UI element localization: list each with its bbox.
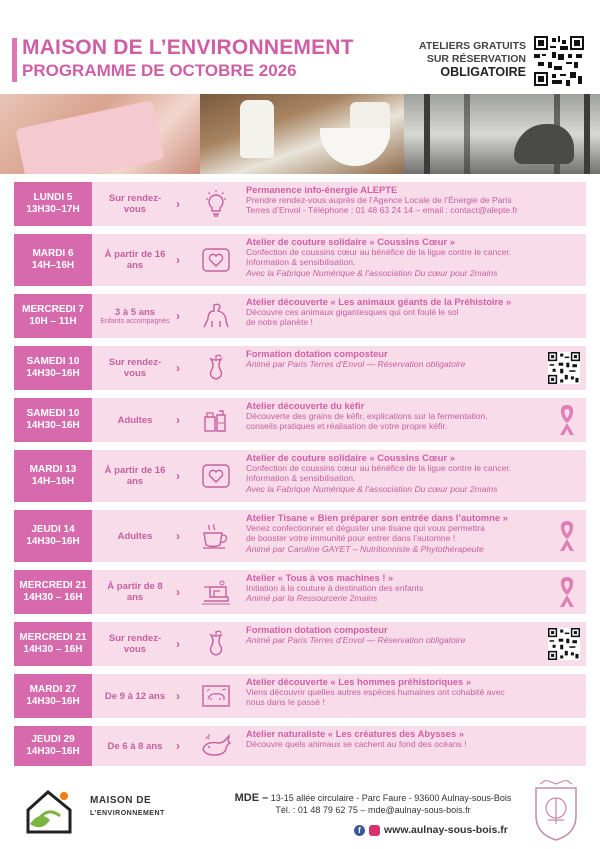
event-facilitator: Avec la Fabrique Numérique & l’association Du cœur pour 2mains — [246, 267, 498, 278]
pink-ribbon-icon — [556, 575, 578, 609]
event-time: 14H30–16H — [26, 536, 80, 547]
event-audience — [98, 510, 172, 562]
page-subtitle: PROGRAMME DE OCTOBRE 2026 — [22, 61, 297, 80]
event-description-line: Prendre rendez-vous auprès de l’Agence Locale de l’Énergie de Paris — [246, 195, 512, 206]
event-description-line: Confection de coussins cœur au bénéfice de la ligue contre le cancer. — [246, 247, 512, 258]
event-row — [14, 294, 586, 338]
event-date — [14, 182, 92, 226]
event-title: Formation dotation composteur — [246, 624, 388, 635]
event-day: SAMEDI 10 — [26, 356, 80, 367]
event-audience — [98, 182, 172, 226]
audience-label: De 9 à 12 ans — [104, 690, 166, 702]
event-time: 10H – 11H — [29, 316, 77, 327]
event-day: MARDI 6 — [32, 248, 74, 259]
event-time: 14H–16H — [31, 260, 75, 271]
page-title: MAISON DE L’ENVIRONNEMENT — [22, 36, 354, 59]
event-time: 14H30 – 16H — [23, 592, 83, 603]
booking-notice — [404, 40, 526, 79]
chevron-right-icon: › — [176, 637, 180, 651]
photo-dinosaur-forest — [404, 94, 600, 174]
event-row — [14, 622, 586, 666]
event-time: 14H30 – 16H — [23, 644, 83, 655]
event-title: Atelier naturaliste « Les créatures des Abysses » — [246, 728, 464, 739]
event-date — [14, 450, 92, 502]
chevron-right-icon: › — [176, 585, 180, 599]
apple-core-icon — [200, 628, 232, 660]
event-audience — [98, 726, 172, 766]
chevron-right-icon: › — [176, 739, 180, 753]
cave-painting-icon — [200, 680, 232, 712]
event-details — [246, 237, 568, 278]
event-time: 13H30–17H — [26, 204, 80, 215]
event-details — [246, 349, 568, 369]
chevron-right-icon: › — [176, 689, 180, 703]
qr-code-icon[interactable] — [548, 352, 580, 384]
event-time: 14H30–16H — [26, 368, 80, 379]
photo-sewing — [0, 94, 200, 174]
event-facilitator: Avec la Fabrique Numérique & l’association Du cœur pour 2mains — [246, 483, 498, 494]
event-details — [246, 401, 568, 432]
event-row — [14, 570, 586, 614]
event-time: 14H–16H — [31, 476, 75, 487]
event-date — [14, 622, 92, 666]
audience-note: Enfants accompagnés — [100, 317, 170, 325]
sewing-machine-icon — [200, 576, 232, 608]
event-details — [246, 677, 568, 708]
event-day: SAMEDI 10 — [26, 408, 80, 419]
audience-label: Sur rendez-vous — [108, 193, 162, 215]
whale-icon — [200, 730, 232, 762]
event-details — [246, 453, 568, 494]
event-row — [14, 398, 586, 442]
audience-label: À partir de 8 ans — [107, 581, 163, 603]
event-description-line: Découvre quels animaux se cachent au fond des océans ! — [246, 739, 467, 750]
booking-notice-line3: OBLIGATOIRE — [440, 65, 526, 79]
audience-label: 3 à 5 ans — [114, 306, 156, 318]
chevron-right-icon: › — [176, 413, 180, 427]
event-date — [14, 234, 92, 286]
event-title: Atelier Tisane « Bien préparer son entrée dans l’automne » — [246, 512, 508, 523]
event-audience — [98, 450, 172, 502]
event-date — [14, 570, 92, 614]
event-row — [14, 726, 586, 766]
event-description-line: Venez confectionner et déguster une tisane qui vous permettra — [246, 523, 485, 534]
event-day: JEUDI 14 — [31, 524, 75, 535]
event-audience — [98, 398, 172, 442]
event-date — [14, 510, 92, 562]
event-row — [14, 346, 586, 390]
event-title: Permanence info-énergie ALEPTE — [246, 184, 398, 195]
footer — [0, 776, 600, 849]
audience-label: De 6 à 8 ans — [107, 740, 163, 752]
chevron-right-icon: › — [176, 253, 180, 267]
qr-code-icon[interactable] — [548, 628, 580, 660]
event-audience — [98, 234, 172, 286]
event-audience — [98, 294, 172, 338]
kefir-jar-icon — [200, 404, 232, 436]
event-audience — [98, 622, 172, 666]
event-details — [246, 625, 568, 645]
event-day: JEUDI 29 — [31, 734, 75, 745]
event-time: 14H30–16H — [26, 696, 80, 707]
event-audience — [98, 346, 172, 390]
event-day: LUNDI 5 — [33, 192, 73, 203]
event-time: 14H30–16H — [26, 420, 80, 431]
audience-label: Adultes — [117, 530, 153, 542]
event-day: MERCREDI 21 — [19, 580, 87, 591]
photo-kefir — [200, 94, 404, 174]
event-date — [14, 726, 92, 766]
house-logo-icon — [20, 780, 80, 840]
event-row — [14, 182, 586, 226]
event-description-line: de booster votre immunité pour entrer dans l’automne ! — [246, 533, 456, 544]
event-description-line: Terres d’Envol - Téléphone : 01 48 63 24 14 – email : contact@alepte.fr — [246, 205, 518, 216]
event-row — [14, 674, 586, 718]
audience-label: Sur rendez-vous — [108, 357, 162, 379]
event-day: MERCREDI 7 — [22, 304, 84, 315]
event-title: Atelier découverte « Les animaux géants de la Préhistoire » — [246, 296, 512, 307]
event-facilitator: Animé par Paris Terres d’Envol — Réservation obligatoire — [246, 635, 466, 646]
event-details — [246, 513, 568, 554]
event-description-line: nous dans le passé ! — [246, 697, 325, 708]
chevron-right-icon: › — [176, 197, 180, 211]
event-title: Atelier de couture solidaire « Coussins Cœur » — [246, 236, 455, 247]
event-day: MERCREDI 21 — [19, 632, 87, 643]
dinosaur-icon — [200, 300, 232, 332]
event-day: MARDI 13 — [29, 464, 77, 475]
booking-notice-line1: ATELIERS GRATUITS — [419, 40, 526, 52]
event-description-line: Initiation à la couture à destination des enfants — [246, 583, 424, 594]
event-row — [14, 510, 586, 562]
event-details — [246, 297, 568, 328]
event-audience — [98, 674, 172, 718]
event-title: Atelier de couture solidaire « Coussins Cœur » — [246, 452, 455, 463]
event-date — [14, 294, 92, 338]
tea-cup-icon — [200, 520, 232, 552]
apple-core-icon — [200, 352, 232, 384]
event-description-line: Découverte des grains de kéfir, explications sur la fermentation, — [246, 411, 488, 422]
event-audience — [98, 570, 172, 614]
event-details — [246, 729, 568, 749]
instagram-icon[interactable] — [369, 825, 380, 836]
event-description-line: conseils pratiques et réalisation de votre propre kéfir. — [246, 421, 448, 432]
chevron-right-icon: › — [176, 309, 180, 323]
event-row — [14, 234, 586, 286]
audience-label: Sur rendez-vous — [108, 633, 162, 655]
event-facilitator: Animé par Paris Terres d’Envol — Réservation obligatoire — [246, 359, 466, 370]
event-description-line: Viens découvrir quelles autres espèces humaines ont cohabité avec — [246, 687, 505, 698]
event-time: 14H30–16H — [26, 746, 80, 757]
facebook-icon[interactable]: f — [354, 825, 365, 836]
mde-label: MDE – — [234, 792, 269, 804]
event-description-line: Information & sensibilisation. — [246, 473, 356, 484]
logo-line1: MAISON DE — [90, 795, 152, 806]
photo-strip — [0, 94, 600, 174]
event-title: Formation dotation composteur — [246, 348, 388, 359]
event-date — [14, 346, 92, 390]
event-date — [14, 398, 92, 442]
heart-cushion-icon — [200, 460, 232, 492]
event-description-line: Information & sensibilisation. — [246, 257, 356, 268]
mde-logo — [20, 780, 165, 840]
booking-notice-line2: SUR RÉSERVATION — [426, 53, 526, 65]
event-description-line: Découvre ces animaux gigantesques qui ont foulé le sol — [246, 307, 459, 318]
city-crest-icon — [530, 780, 582, 842]
audience-label: À partir de 16 ans — [104, 465, 166, 487]
event-title: Atelier « Tous à vos machines ! » — [246, 572, 394, 583]
audience-label: Adultes — [117, 414, 153, 426]
chevron-right-icon: › — [176, 469, 180, 483]
heart-cushion-icon — [200, 244, 232, 276]
event-date — [14, 674, 92, 718]
event-facilitator: Animé par Caroline GAYET – Nutritionniste & Phytothérapeute — [246, 543, 484, 554]
chevron-right-icon: › — [176, 529, 180, 543]
event-day: MARDI 27 — [29, 684, 77, 695]
event-title: Atelier découverte du kéfir — [246, 400, 365, 411]
event-description-line: Confection de coussins cœur au bénéfice de la ligue contre le cancer. — [246, 463, 512, 474]
address: 13-15 allée circulaire - Parc Faure - 93600 Aulnay-sous-Bois — [270, 793, 512, 803]
address-block — [228, 792, 518, 816]
event-description-line: de notre planète ! — [246, 317, 313, 328]
header — [0, 0, 600, 92]
pink-ribbon-icon — [556, 519, 578, 553]
website-link[interactable]: www.aulnay-sous-bois.fr — [384, 824, 508, 836]
contact-line: Tél. : 01 48 79 62 75 – mde@aulnay-sous-bois.fr — [275, 805, 471, 815]
chevron-right-icon: › — [176, 361, 180, 375]
event-title: Atelier découverte « Les hommes préhistoriques » — [246, 676, 472, 687]
pink-ribbon-icon — [556, 403, 578, 437]
header-accent-bar — [12, 38, 17, 82]
website-block — [354, 824, 508, 836]
lightbulb-icon — [200, 188, 232, 220]
event-facilitator: Animé par la Ressourcerie 2mains — [246, 593, 378, 604]
event-row — [14, 450, 586, 502]
event-details — [246, 185, 568, 216]
qr-code-icon[interactable] — [534, 36, 584, 86]
event-details — [246, 573, 568, 604]
audience-label: À partir de 16 ans — [104, 249, 166, 271]
logo-line2: L’ENVIRONNEMENT — [90, 810, 165, 817]
